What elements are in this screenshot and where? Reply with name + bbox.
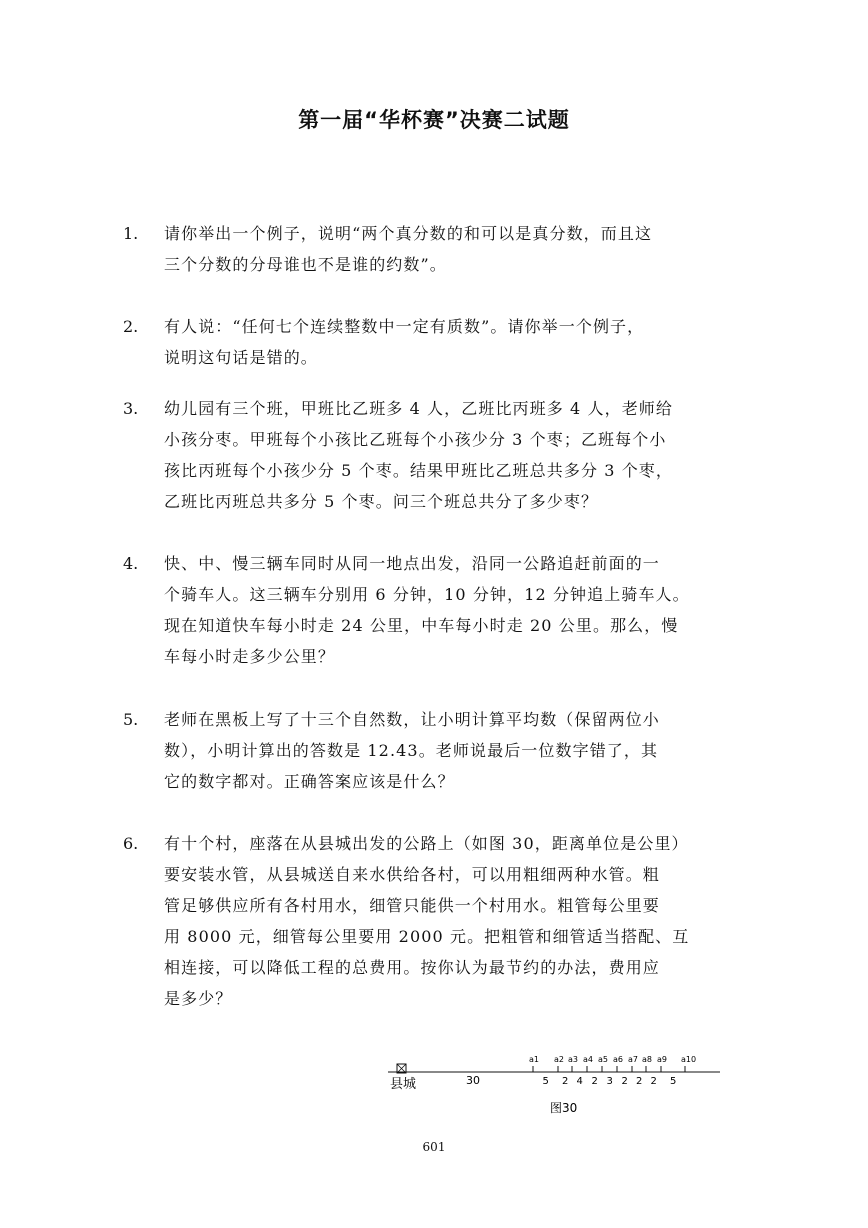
question-number: 5.: [123, 710, 139, 729]
segment-distance: 2: [636, 1076, 643, 1087]
question-1: [123, 218, 743, 280]
village-label: a4: [583, 1055, 593, 1064]
question-4: [123, 548, 743, 672]
question-text-line: 孩比丙班每个小孩少分 5 个枣。结果甲班比乙班总共多分 3 个枣，: [164, 461, 674, 480]
question-number: 4.: [123, 554, 139, 573]
segment-distance: 3: [606, 1076, 613, 1087]
question-text-line: 小孩分枣。甲班每个小孩比乙班每个小孩少分 3 个枣；乙班每个小: [164, 430, 667, 449]
question-text-line: 是多少？: [164, 989, 233, 1008]
village-label: a1: [529, 1055, 539, 1064]
segment-distance: 2: [621, 1076, 628, 1087]
question-text-line: 说明这句话是错的。: [164, 348, 318, 367]
segment-distance: 2: [591, 1076, 598, 1087]
segment-distance: 2: [562, 1076, 569, 1087]
question-6: [123, 828, 743, 1014]
village-label: a6: [613, 1055, 623, 1064]
segment-distance: 5: [670, 1076, 677, 1087]
page-title: 第一届“华杯赛”决赛二试题: [298, 108, 570, 132]
village-label: a5: [598, 1055, 608, 1064]
question-text-line: 相连接，可以降低工程的总费用。按你认为最节约的办法，费用应: [164, 958, 660, 977]
question-text-line: 请你举出一个例子，说明“两个真分数的和可以是真分数，而且这: [164, 224, 653, 243]
village-label: a8: [642, 1055, 652, 1064]
question-5: [123, 704, 743, 797]
question-2: [123, 311, 743, 373]
question-text-line: 幼儿园有三个班，甲班比乙班多 4 人，乙班比丙班多 4 人，老师给: [164, 399, 674, 418]
question-text-line: 现在知道快车每小时走 24 公里，中车每小时走 20 公里。那么，慢: [164, 616, 679, 635]
segment-distance: 4: [576, 1076, 583, 1087]
question-number: 3.: [123, 399, 139, 418]
question-text-line: 三个分数的分母谁也不是谁的约数”。: [164, 255, 447, 274]
segment-distance: 5: [542, 1076, 549, 1087]
village-label: a2: [554, 1055, 564, 1064]
question-text-line: 老师在黑板上写了十三个自然数，让小明计算平均数（保留两位小: [164, 710, 660, 729]
question-text-line: 车每小时走多少公里？: [164, 647, 336, 666]
question-text-line: 要安装水管，从县城送自来水供给各村，可以用粗细两种水管。粗: [164, 865, 660, 884]
question-text-line: 数），小明计算出的答数是 12.43。老师说最后一位数字错了，其: [164, 741, 659, 760]
question-text-line: 有十个村，座落在从县城出发的公路上（如图 30，距离单位是公里）: [164, 834, 689, 853]
question-number: 2.: [123, 317, 139, 336]
village-label: a3: [568, 1055, 578, 1064]
county-label: 县城: [390, 1077, 417, 1092]
question-number: 1.: [123, 224, 139, 243]
page-number: 601: [422, 1140, 446, 1154]
question-text-line: 乙班比丙班总共多分 5 个枣。问三个班总共分了多少枣？: [164, 492, 599, 511]
road-diagram: [380, 1046, 730, 1126]
question-number: 6.: [123, 834, 139, 853]
question-text-line: 它的数字都对。正确答案应该是什么？: [164, 772, 455, 791]
village-label: a7: [628, 1055, 638, 1064]
village-label: a9: [657, 1055, 667, 1064]
question-text-line: 管足够供应所有各村用水，细管只能供一个村用水。粗管每公里要: [164, 896, 660, 915]
question-text-line: 有人说：“任何七个连续整数中一定有质数”。请你举一个例子，: [164, 317, 645, 336]
segment-distance: 2: [650, 1076, 657, 1087]
question-text-line: 快、中、慢三辆车同时从同一地点出发，沿同一公路追赶前面的一: [164, 554, 660, 573]
figure-30: [380, 1046, 730, 1126]
figure-caption: 图30: [550, 1101, 578, 1115]
village-label: a10: [681, 1055, 697, 1064]
question-text-line: 个骑车人。这三辆车分别用 6 分钟，10 分钟，12 分钟追上骑车人。: [164, 585, 690, 604]
question-text-line: 用 8000 元，细管每公里要用 2000 元。把粗管和细管适当搭配、互: [164, 927, 690, 946]
village-markers: [529, 1055, 696, 1087]
first-distance-label: 30: [466, 1074, 480, 1087]
question-3: [123, 393, 743, 517]
